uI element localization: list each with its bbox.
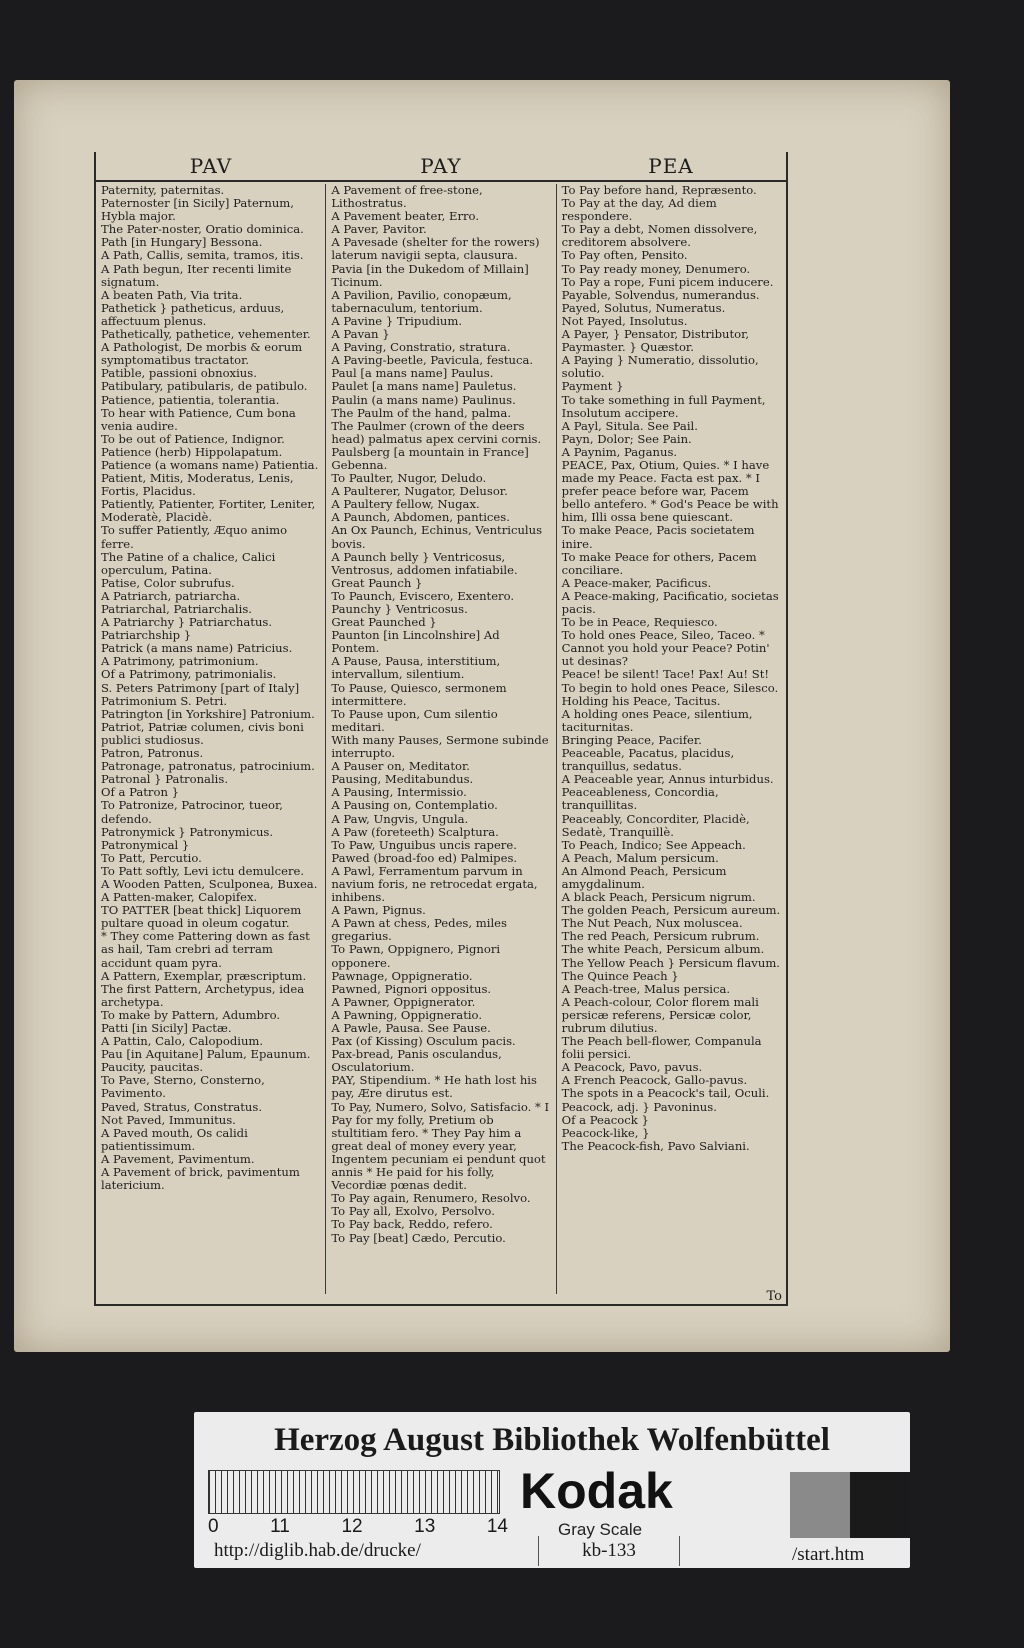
dictionary-entry: Patron, Patronus.	[101, 746, 204, 761]
ruler-number: 13	[414, 1516, 436, 1537]
dictionary-entry: A Paynim, Paganus.	[561, 444, 678, 459]
dictionary-entry: To Pay a rope, Funi picem inducere.	[561, 274, 774, 289]
book-page	[14, 80, 950, 1352]
dictionary-entry: To Patt softly, Levi ictu demulcere.	[101, 863, 305, 878]
dictionary-entry: Pathetically, pathetice, vehementer.	[101, 327, 311, 342]
dictionary-entry: A Peach, Malum persicum.	[561, 850, 719, 865]
dictionary-entry: Patience (herb) Hippolapatum.	[101, 444, 283, 459]
swatch-mid	[790, 1472, 850, 1538]
dictionary-entry: Payed, Solutus, Numeratus.	[561, 300, 726, 315]
dictionary-entry: To Pause upon, Cum silentio meditari.	[331, 706, 498, 734]
dictionary-entry: A Pattin, Calo, Calopodium.	[101, 1034, 264, 1049]
dictionary-entry: The Patine of a chalice, Calici operculum, Patina.	[101, 549, 276, 577]
dictionary-entry: Pawned, Pignori oppositus.	[331, 981, 492, 996]
dictionary-entry: To Pay, Numero, Solvo, Satisfacio. * I Pay for my folly, Pretium ob stultitiam fero. * They Pay him a great deal of money every year, Ingentem pecuniam ei pendunt quot annis * He paid for his folly, Vecordiæ pœnas dedit.	[331, 1099, 550, 1193]
dictionary-entry: Payable, Solvendus, numerandus.	[561, 287, 760, 302]
dictionary-entry: PAY, Stipendium. * He hath lost his pay, Ære dirutus est.	[331, 1073, 537, 1101]
dictionary-entry: A Paulterer, Nugator, Delusor.	[331, 484, 508, 499]
kodak-logo: Kodak	[520, 1463, 673, 1519]
dictionary-entry: A French Peacock, Gallo-pavus.	[561, 1073, 748, 1088]
dictionary-entry: The Peach bell-flower, Companula folii persici.	[561, 1034, 762, 1062]
dictionary-entry: Paucity, paucitas.	[101, 1060, 204, 1075]
dictionary-entry: Pathetick } patheticus, arduus, affectuum plenus.	[101, 300, 285, 328]
ruler-number: 14	[486, 1516, 508, 1537]
dictionary-entry: Peace! be silent! Tace! Pax! Au! St!	[561, 667, 770, 682]
dictionary-entry: Patible, passioni obnoxius.	[101, 366, 257, 381]
dictionary-entry: The Paulmer (crown of the deers head) palmatus apex cervini cornis.	[331, 418, 542, 446]
dictionary-entry: To Peach, Indico; See Appeach.	[561, 837, 746, 852]
dictionary-entry: The Paulm of the hand, palma.	[331, 405, 512, 420]
column-left	[96, 184, 326, 1294]
dictionary-entry: Patronal } Patronalis.	[101, 772, 229, 787]
catchword: To	[766, 1289, 782, 1304]
dictionary-entry: Paymaster. } Quæstor.	[561, 340, 694, 355]
dictionary-entry: Peaceableness, Concordia, tranquillitas.	[561, 785, 719, 813]
dictionary-entry: A Paved mouth, Os calidi patientissimum.	[101, 1125, 248, 1153]
dictionary-entry: An Ox Paunch, Echinus, Ventriculus bovis.	[331, 523, 543, 551]
dictionary-entry: A black Peach, Persicum nigrum.	[561, 890, 756, 905]
dictionary-entry: To Pay ready money, Denumero.	[561, 261, 751, 276]
dictionary-entry: Patrick (a mans name) Patricius.	[101, 641, 293, 656]
ruler-numbers	[208, 1516, 508, 1538]
library-name: Herzog August Bibliothek Wolfenbüttel	[274, 1422, 830, 1458]
dictionary-entry: Of a Peacock }	[561, 1112, 649, 1127]
dictionary-entry: To Pay a debt, Nomen dissolvere, creditorem absolvere.	[561, 222, 758, 250]
dictionary-entry: A Pattern, Exemplar, præscriptum.	[101, 968, 307, 983]
dictionary-entry: Paved, Stratus, Constratus.	[101, 1099, 263, 1114]
dictionary-entry: To Pay back, Reddo, refero.	[331, 1217, 493, 1232]
dictionary-entry: To Paw, Unguibus uncis rapere.	[331, 837, 517, 852]
ruler-number: 12	[341, 1516, 363, 1537]
dictionary-entry: A Pause, Pausa, interstitium, intervallum, silentium.	[331, 654, 501, 682]
dictionary-entry: A Pavement of free-stone, Lithostratus.	[331, 184, 483, 211]
dictionary-entry: The Nut Peach, Nux moluscea.	[561, 916, 743, 931]
dictionary-entry: A Pavan }	[331, 327, 390, 342]
dictionary-entry: Paunchy } Ventricosus.	[331, 602, 468, 616]
dictionary-entry: A Pawn at chess, Pedes, miles gregarius.	[331, 916, 507, 944]
dictionary-entry: To Pay before hand, Repræsento.	[561, 184, 757, 197]
dictionary-entry: Paulsberg [a mountain in France] Gebenna.	[331, 444, 529, 472]
dictionary-entry: Peacock, adj. } Pavoninus.	[561, 1099, 717, 1114]
text-frame	[94, 152, 788, 1304]
dictionary-entry: Patti [in Sicily] Pactæ.	[101, 1021, 232, 1035]
dictionary-entry: The spots in a Peacock's tail, Oculi.	[561, 1086, 770, 1101]
dictionary-entry: Paulet [a mans name] Pauletus.	[331, 379, 517, 394]
dictionary-entry: A Pavilion, Pavilio, conopæum, tabernaculum, tentorium.	[331, 287, 512, 315]
dictionary-entry: A Pawning, Oppigneratio.	[331, 1007, 483, 1022]
dictionary-entry: A Pausing on, Contemplatio.	[331, 798, 498, 813]
dictionary-entry: A Peach-tree, Malus persica.	[561, 981, 731, 996]
library-url: http://diglib.hab.de/drucke/	[214, 1540, 421, 1561]
dictionary-entry: A Path begun, Iter recenti limite signatum.	[101, 261, 292, 289]
dictionary-entry: Great Paunched }	[331, 615, 437, 630]
dictionary-entry: Patience, patientia, tolerantia.	[101, 392, 280, 407]
dictionary-entry: * They come Pattering down as fast as hail, Tam crebri ad terram accidunt quam pyra.	[101, 929, 310, 970]
dictionary-entry: A holding ones Peace, silentium, taciturnitas.	[561, 706, 753, 734]
dictionary-entry: Pavia [in the Dukedom of Millain] Ticinum.	[331, 261, 529, 289]
dictionary-entry: A Pavement of brick, pavimentum latericium.	[101, 1165, 300, 1193]
dictionary-entry: To hold ones Peace, Sileo, Taceo. * Cannot you hold your Peace? Potin' ut desinas?	[561, 628, 770, 669]
dictionary-entry: Paternoster [in Sicily] Paternum, Hybla major.	[101, 196, 294, 224]
dictionary-entry: A Patten-maker, Calopifex.	[101, 890, 258, 905]
dictionary-entry: Patient, Mitis, Moderatus, Lenis, Fortis, Placidus.	[101, 471, 294, 499]
column-right	[557, 184, 786, 1294]
dictionary-entry: Great Paunch }	[331, 575, 423, 590]
dictionary-entry: To Paulter, Nugor, Deludo.	[331, 471, 487, 486]
dictionary-entry: Peaceably, Concorditer, Placidè, Sedatè, Tranquillè.	[561, 811, 750, 839]
dictionary-entry: PEACE, Pax, Otium, Quies. * I have made my Peace. Facta est pax. * I prefer peace before war, Pacem bello antefero. * God's Peace be with him, Illi ossa bene quiescant.	[561, 457, 779, 525]
dictionary-entry: A Peace-making, Pacificatio, societas pacis.	[561, 588, 779, 616]
dictionary-entry: Paunton [in Lincolnshire] Ad Pontem.	[331, 628, 500, 656]
dictionary-entry: Of a Patrimony, patrimonialis.	[101, 667, 277, 682]
dictionary-entry: A Pawner, Oppignerator.	[331, 994, 476, 1009]
dictionary-entry: A beaten Path, Via trita.	[101, 287, 243, 302]
dictionary-entry: To Pay [beat] Cædo, Percutio.	[331, 1230, 506, 1245]
dictionary-entry: Patronage, patronatus, patrocinium.	[101, 759, 315, 774]
dictionary-entry: The Yellow Peach } Persicum flavum.	[561, 955, 780, 970]
dictionary-entry: Pax-bread, Panis osculandus, Osculatorium.	[331, 1047, 502, 1075]
dictionary-entry: Patrington [in Yorkshire] Patronium.	[101, 706, 315, 721]
dictionary-entry: With many Pauses, Sermone subinde interrupto.	[331, 732, 549, 761]
dictionary-entry: A Pawle, Pausa. See Pause.	[331, 1021, 491, 1035]
dictionary-entry: Patronymical }	[101, 837, 190, 852]
dictionary-entry: A Peacock, Pavo, pavus.	[561, 1060, 703, 1075]
dictionary-entry: TO PATTER [beat thick] Liquorem pultare quoad in oleum cogatur.	[101, 903, 302, 931]
swatch-light	[730, 1472, 790, 1538]
dictionary-entry: Patise, Color subrufus.	[101, 575, 235, 590]
dictionary-entry: A Pavement beater, Erro.	[331, 209, 480, 224]
ruler-number: 0	[208, 1516, 219, 1537]
dictionary-entry: To begin to hold ones Peace, Silesco.	[561, 680, 779, 695]
dictionary-entry: A Pauser on, Meditator.	[331, 759, 470, 774]
dictionary-entry: To Pay often, Pensito.	[561, 248, 688, 263]
dictionary-entry: To take something in full Payment, Insolutum accipere.	[561, 392, 766, 420]
dictionary-entry: Bringing Peace, Pacifer.	[561, 732, 702, 747]
header-left: PAV	[189, 154, 233, 178]
dictionary-entry: The golden Peach, Persicum aureum.	[561, 903, 781, 918]
dictionary-entry: To be in Peace, Requiesco.	[561, 615, 718, 630]
dictionary-entry: Payment }	[561, 379, 624, 394]
dictionary-entry: A Paving-beetle, Pavicula, festuca.	[331, 353, 534, 368]
dictionary-entry: A Patriarch, patriarcha.	[101, 588, 241, 603]
dictionary-entry: To Patronize, Patrocinor, tueor, defendo.	[101, 798, 283, 826]
measurement-ruler	[208, 1470, 500, 1514]
dictionary-entry: A Pawn, Pignus.	[331, 903, 426, 918]
dictionary-entry: A Peach-colour, Color florem mali persicæ referens, Persicæ color, rubrum dilutius.	[561, 994, 759, 1035]
dictionary-entry: Payn, Dolor; See Pain.	[561, 431, 692, 446]
dictionary-entry: Patronymick } Patronymicus.	[101, 824, 274, 839]
dictionary-entry: Peacock-like, }	[561, 1125, 650, 1140]
dictionary-entry: Path [in Hungary] Bessona.	[101, 235, 263, 250]
dictionary-entry: Patience (a womans name) Patientia.	[101, 457, 319, 472]
dictionary-entry: Peaceable, Pacatus, placidus, tranquillus, sedatus.	[561, 746, 735, 774]
shelf-code: kb-133	[538, 1536, 680, 1566]
dictionary-entry: Patibulary, patibularis, de patibulo.	[101, 379, 308, 394]
dictionary-entry: A Paunch, Abdomen, pantices.	[331, 510, 510, 525]
dictionary-entry: A Payl, Situla. See Pail.	[561, 418, 698, 433]
header-right: PEA	[648, 154, 694, 178]
dictionary-entry: To Pawn, Oppignero, Pignori opponere.	[331, 942, 501, 970]
dictionary-entry: Of a Patron }	[101, 785, 179, 800]
dictionary-entry: Paulin (a mans name) Paulinus.	[331, 392, 516, 407]
dictionary-entry: Not Payed, Insolutus.	[561, 313, 688, 328]
dictionary-entry: Not Paved, Immunitus.	[101, 1112, 236, 1127]
archive-label	[194, 1412, 910, 1568]
dictionary-entry: S. Peters Patrimony [part of Italy] Patrimonium S. Petri.	[101, 680, 300, 708]
dictionary-entry: Pawnage, Oppigneratio.	[331, 968, 473, 983]
bottom-rule	[94, 1304, 788, 1306]
dictionary-entry: Patriarchal, Patriarchalis.	[101, 602, 252, 616]
dictionary-entry: A Paw (foreteeth) Scalptura.	[331, 824, 499, 839]
dictionary-entry: A Peace-maker, Pacificus.	[561, 575, 712, 590]
gray-scale-caption: Gray Scale	[558, 1520, 643, 1539]
dictionary-entry: To hear with Patience, Cum bona venia audire.	[101, 405, 296, 433]
dictionary-entry: A Peaceable year, Annus inturbidus.	[561, 772, 774, 787]
dictionary-entry: An Almond Peach, Persicum amygdalinum.	[561, 863, 727, 891]
dictionary-columns	[96, 184, 786, 1294]
start-path: /start.htm	[792, 1544, 865, 1565]
dictionary-entry: A Pawl, Ferramentum parvum in navium foris, ne retrocedat ergata, inhibens.	[331, 863, 538, 905]
dictionary-entry: A Pathologist, De morbis & eorum symptomatibus tractator.	[101, 340, 303, 368]
swatch-dark	[850, 1472, 910, 1538]
dictionary-entry: Paternity, paternitas.	[101, 184, 225, 197]
dictionary-entry: To Pay all, Exolvo, Persolvo.	[331, 1204, 495, 1219]
column-center	[326, 184, 556, 1294]
dictionary-entry: A Payer, } Pensator, Distributor,	[561, 327, 750, 342]
dictionary-entry: The red Peach, Persicum rubrum.	[561, 929, 760, 944]
dictionary-entry: Patriarchship }	[101, 628, 192, 643]
dictionary-entry: A Patriarchy } Patriarchatus.	[101, 615, 273, 630]
gray-swatches	[730, 1472, 910, 1538]
dictionary-entry: A Paving, Constratio, stratura.	[331, 340, 511, 355]
dictionary-entry: To make Peace for others, Pacem conciliare.	[561, 549, 757, 577]
dictionary-entry: To Pave, Sterno, Consterno, Pavimento.	[101, 1073, 265, 1101]
dictionary-entry: A Pausing, Intermissio.	[331, 785, 467, 800]
dictionary-entry: The first Pattern, Archetypus, idea archetypa.	[101, 981, 305, 1009]
dictionary-entry: Paul [a mans name] Paulus.	[331, 366, 494, 381]
dictionary-entry: A Wooden Patten, Sculponea, Buxea.	[101, 876, 318, 891]
dictionary-entry: To make Peace, Pacis societatem inire.	[561, 523, 755, 551]
running-headers	[96, 152, 786, 182]
dictionary-entry: A Path, Callis, semita, tramos, itis.	[101, 248, 304, 263]
dictionary-entry: The Peacock-fish, Pavo Salviani.	[561, 1138, 750, 1153]
dictionary-entry: A Paw, Ungvis, Ungula.	[331, 811, 469, 826]
dictionary-entry: The white Peach, Persicum album.	[561, 942, 765, 957]
ruler-number: 11	[270, 1516, 290, 1537]
dictionary-entry: To Paunch, Eviscero, Exentero.	[331, 588, 515, 603]
dictionary-entry: Holding his Peace, Tacitus.	[561, 693, 721, 708]
dictionary-entry: A Paver, Pavitor.	[331, 222, 427, 237]
dictionary-entry: A Patrimony, patrimonium.	[101, 654, 259, 669]
dictionary-entry: The Quince Peach }	[561, 968, 679, 983]
header-center: PAY	[420, 154, 462, 178]
dictionary-entry: A Pavement, Pavimentum.	[101, 1151, 255, 1166]
dictionary-entry: Patriot, Patriæ columen, civis boni publici studiosus.	[101, 719, 304, 747]
dictionary-entry: A Paultery fellow, Nugax.	[331, 497, 480, 512]
dictionary-entry: Patiently, Patienter, Fortiter, Leniter, Moderatè, Placidè.	[101, 497, 316, 525]
dictionary-entry: Pax (of Kissing) Osculum pacis.	[331, 1034, 516, 1049]
dictionary-entry: A Pavine } Tripudium.	[331, 313, 463, 328]
dictionary-entry: A Pavesade (shelter for the rowers) laterum navigii septa, clausura.	[331, 235, 540, 263]
dictionary-entry: A Paying } Numeratio, dissolutio, solutio.	[561, 353, 759, 381]
dictionary-entry: A Paunch belly } Ventricosus, Ventrosus, addomen infatiabile.	[331, 549, 518, 577]
dictionary-entry: The Pater-noster, Oratio dominica.	[101, 222, 304, 237]
dictionary-entry: To Pay at the day, Ad diem respondere.	[561, 196, 717, 224]
dictionary-entry: To make by Pattern, Adumbro.	[101, 1007, 281, 1022]
dictionary-entry: To Patt, Percutio.	[101, 850, 202, 865]
dictionary-entry: Pausing, Meditabundus.	[331, 772, 474, 787]
dictionary-entry: To be out of Patience, Indignor.	[101, 431, 285, 446]
dictionary-entry: Pau [in Aquitane] Palum, Epaunum.	[101, 1047, 311, 1062]
dictionary-entry: Pawed (broad-foo ed) Palmipes.	[331, 850, 518, 865]
dictionary-entry: To Pause, Quiesco, sermonem intermittere.	[331, 680, 507, 708]
dictionary-entry: To Pay again, Renumero, Resolvo.	[331, 1191, 531, 1206]
dictionary-entry: To suffer Patiently, Æquo animo ferre.	[101, 523, 288, 551]
